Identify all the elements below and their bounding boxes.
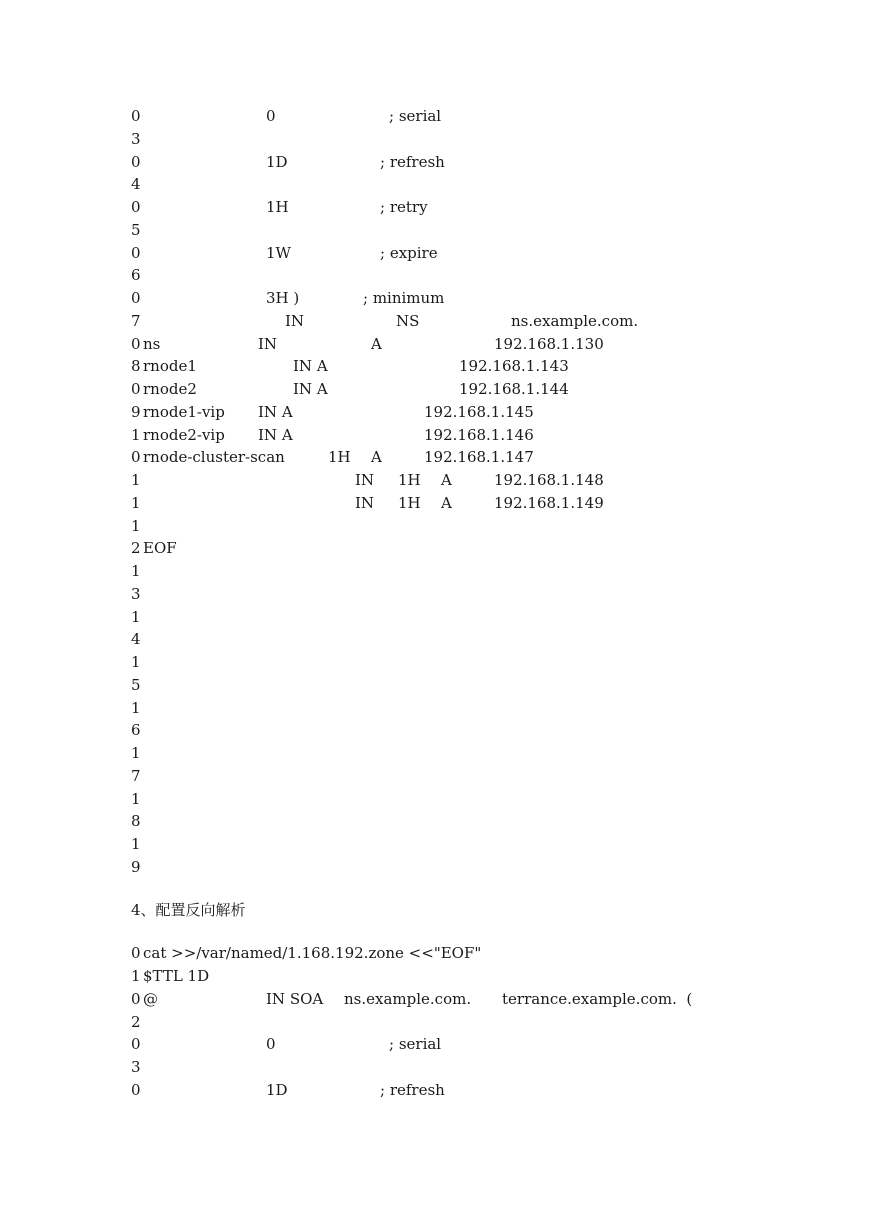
- code-text: IN: [285, 312, 305, 330]
- line-number: 4: [131, 175, 141, 193]
- code-comment: ; retry: [380, 198, 428, 216]
- code-text: 1H: [398, 471, 421, 489]
- code-text: A: [371, 335, 382, 353]
- line-number: 0: [131, 107, 141, 125]
- line-number: 8: [131, 357, 141, 375]
- code-text: 1H: [266, 198, 289, 216]
- code-text: IN: [355, 471, 375, 489]
- code-text: 1H: [328, 448, 351, 466]
- code-text: IN A: [293, 380, 328, 398]
- code-text: $TTL 1D: [143, 967, 210, 985]
- code-text: ns.example.com.: [511, 312, 639, 330]
- line-number: 1: [131, 494, 141, 512]
- line-number: 3: [131, 585, 141, 603]
- code-text: 192.168.1.143: [459, 357, 569, 375]
- line-number: 0: [131, 1081, 141, 1099]
- code-comment: ; serial: [389, 107, 442, 125]
- line-number: 7: [131, 312, 141, 330]
- code-text: 1D: [266, 1081, 288, 1099]
- line-number: 0: [131, 244, 141, 262]
- code-text: IN A: [258, 426, 293, 444]
- line-number: 1: [131, 653, 141, 671]
- code-comment: ; serial: [389, 1035, 442, 1053]
- code-text: 192.168.1.145: [424, 403, 534, 421]
- code-text: 0: [266, 1035, 276, 1053]
- line-number: 1: [131, 744, 141, 762]
- line-number: 6: [131, 721, 141, 739]
- code-text: 192.168.1.130: [494, 335, 604, 353]
- code-text: 3H ): [266, 289, 300, 307]
- line-number: 0: [131, 289, 141, 307]
- code-text: terrance.example.com. (: [502, 990, 693, 1008]
- code-text: IN A: [258, 403, 293, 421]
- line-number: 5: [131, 221, 141, 239]
- code-comment: ; minimum: [363, 289, 445, 307]
- line-number: 3: [131, 1058, 141, 1076]
- section-heading: 4、配置反向解析: [131, 901, 246, 919]
- code-text: IN SOA: [266, 990, 324, 1008]
- line-number: 0: [131, 335, 141, 353]
- code-text: 192.168.1.149: [494, 494, 604, 512]
- line-number: 0: [131, 448, 141, 466]
- line-number: 1: [131, 835, 141, 853]
- line-number: 1: [131, 699, 141, 717]
- code-text: 1D: [266, 153, 288, 171]
- code-text: IN A: [293, 357, 328, 375]
- line-number: 0: [131, 380, 141, 398]
- code-text: rnode1: [143, 357, 197, 375]
- code-text: IN: [258, 335, 278, 353]
- code-text: ns.example.com.: [344, 990, 472, 1008]
- code-text: rnode2-vip: [143, 426, 225, 444]
- line-number: 2: [131, 1013, 141, 1031]
- line-number: 1: [131, 562, 141, 580]
- code-text: 192.168.1.147: [424, 448, 534, 466]
- code-text: A: [441, 494, 452, 512]
- code-text: rnode-cluster-scan: [143, 448, 285, 466]
- code-comment: ; refresh: [380, 1081, 445, 1099]
- code-text: A: [441, 471, 452, 489]
- line-number: 1: [131, 426, 141, 444]
- line-number: 0: [131, 198, 141, 216]
- code-text: 192.168.1.144: [459, 380, 569, 398]
- code-comment: ; expire: [380, 244, 438, 262]
- code-text: 1H: [398, 494, 421, 512]
- code-text: rnode2: [143, 380, 197, 398]
- code-text: 192.168.1.148: [494, 471, 604, 489]
- line-number: 9: [131, 403, 141, 421]
- code-text: ns: [143, 335, 161, 353]
- code-text: rnode1-vip: [143, 403, 225, 421]
- code-text: EOF: [143, 539, 177, 557]
- line-number: 3: [131, 130, 141, 148]
- line-number: 7: [131, 767, 141, 785]
- code-text: 1W: [266, 244, 291, 262]
- code-text: @: [143, 990, 158, 1008]
- code-text: 0: [266, 107, 276, 125]
- line-number: 0: [131, 990, 141, 1008]
- code-text: A: [371, 448, 382, 466]
- line-number: 1: [131, 967, 141, 985]
- line-number: 9: [131, 858, 141, 876]
- line-number: 2: [131, 539, 141, 557]
- line-number: 1: [131, 608, 141, 626]
- code-comment: ; refresh: [380, 153, 445, 171]
- code-text: cat >>/var/named/1.168.192.zone <<"EOF": [143, 944, 482, 962]
- line-number: 0: [131, 153, 141, 171]
- line-number: 1: [131, 471, 141, 489]
- line-number: 4: [131, 630, 141, 648]
- line-number: 5: [131, 676, 141, 694]
- code-text: NS: [396, 312, 420, 330]
- line-number: 1: [131, 517, 141, 535]
- line-number: 0: [131, 944, 141, 962]
- line-number: 1: [131, 790, 141, 808]
- line-number: 8: [131, 812, 141, 830]
- code-text: 192.168.1.146: [424, 426, 534, 444]
- code-text: IN: [355, 494, 375, 512]
- line-number: 0: [131, 1035, 141, 1053]
- line-number: 6: [131, 266, 141, 284]
